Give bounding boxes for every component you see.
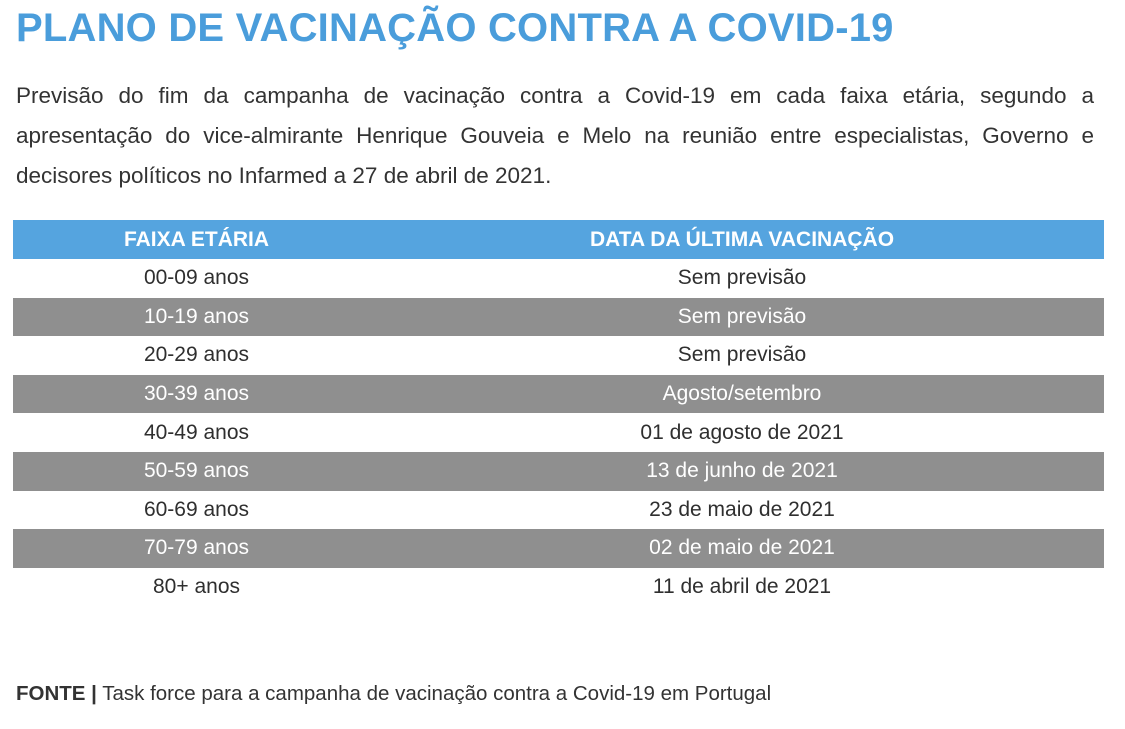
intro-paragraph: Previsão do fim da campanha de vacinação contra a Covid-19 em cada faixa etária, segundo a apresentação do vice-almirante Henrique Gouveia e Melo na reunião entre especialistas, Governo e decisores políticos no Infarmed a 27 de abril de 2021.	[16, 83, 1094, 188]
table-row	[13, 568, 1104, 607]
cell-age-group: 00-09 anos	[143, 266, 250, 290]
table-row	[13, 259, 1104, 298]
cell-date: 11 de abril de 2021	[652, 575, 832, 599]
cell-date: Sem previsão	[380, 298, 1104, 337]
vaccination-table	[13, 220, 1104, 606]
header-age-group: FAIXA ETÁRIA	[13, 220, 380, 259]
table-row	[13, 375, 1104, 414]
table-header-row	[13, 220, 1104, 259]
source-label: FONTE |	[16, 682, 97, 705]
cell-age-group: 80+ anos	[153, 575, 240, 599]
cell-date: 02 de maio de 2021	[380, 529, 1104, 568]
source-note	[16, 682, 771, 706]
table-row	[13, 491, 1104, 530]
cell-age-group: 20-29 anos	[143, 343, 250, 367]
table-row	[13, 452, 1104, 491]
cell-date: Agosto/setembro	[380, 375, 1104, 414]
table-row	[13, 413, 1104, 452]
page-title: PLANO DE VACINAÇÃO CONTRA A COVID-19	[16, 6, 894, 50]
cell-date: Sem previsão	[677, 266, 807, 290]
cell-age-group: 30-39 anos	[13, 375, 380, 414]
table-row	[13, 336, 1104, 375]
cell-date: 23 de maio de 2021	[649, 497, 835, 521]
cell-date: 01 de agosto de 2021	[640, 420, 844, 444]
header-last-vaccination-date: DATA DA ÚLTIMA VACINAÇÃO	[380, 220, 1104, 259]
source-text: Task force para a campanha de vacinação contra a Covid-19 em Portugal	[102, 682, 772, 705]
cell-date: Sem previsão	[677, 343, 807, 367]
cell-age-group: 60-69 anos	[143, 497, 250, 521]
table-row	[13, 529, 1104, 568]
cell-date: 13 de junho de 2021	[380, 452, 1104, 491]
table-row	[13, 298, 1104, 337]
cell-age-group: 50-59 anos	[13, 452, 380, 491]
cell-age-group: 10-19 anos	[13, 298, 380, 337]
cell-age-group: 40-49 anos	[143, 420, 250, 444]
cell-age-group: 70-79 anos	[13, 529, 380, 568]
